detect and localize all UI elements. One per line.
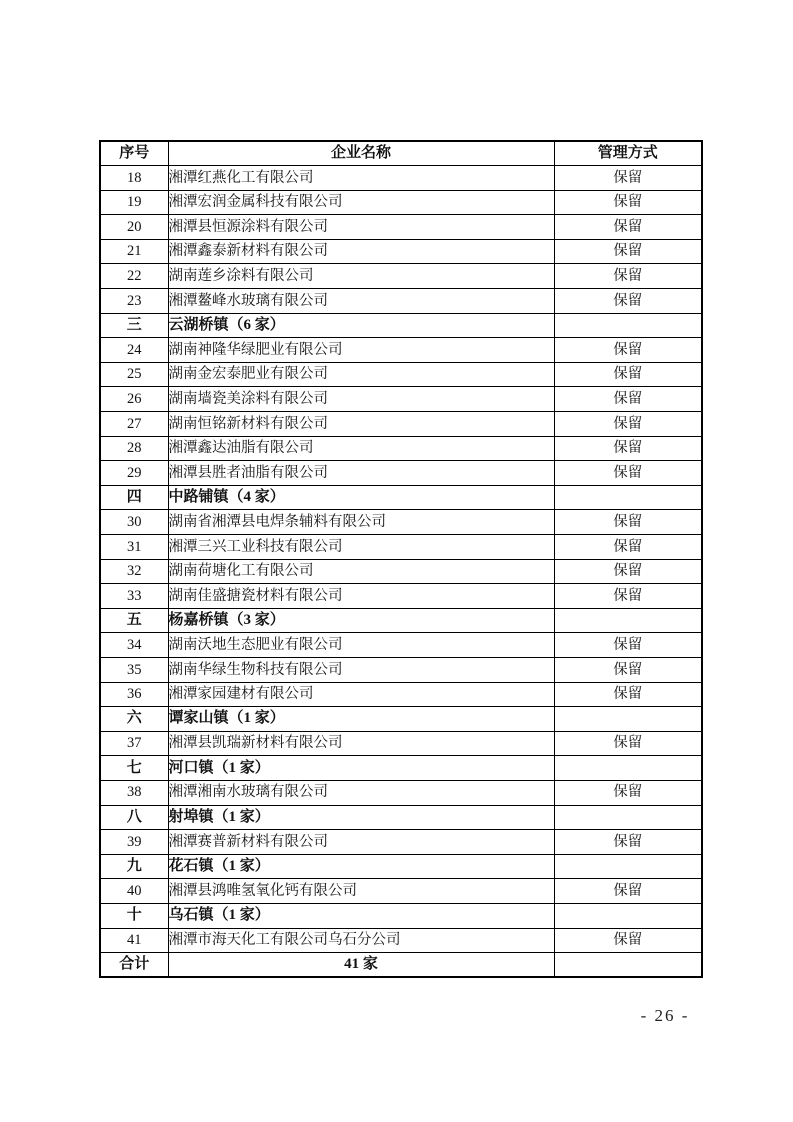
table-row [100,657,702,682]
table-row [100,510,702,535]
company-name-cell: 湘潭鑫达油脂有限公司 [168,436,554,461]
serial-number-cell: 41 [100,928,168,953]
company-name-cell: 谭家山镇（1 家） [168,707,554,732]
serial-number-cell: 37 [100,731,168,756]
section-row [100,854,702,879]
table-row [100,461,702,486]
serial-number-cell: 31 [100,535,168,560]
management-method-cell [554,485,702,510]
management-method-cell: 保留 [554,879,702,904]
table-row [100,239,702,264]
header-serial-number: 序号 [100,141,168,166]
serial-number-cell: 四 [100,485,168,510]
management-method-cell: 保留 [554,731,702,756]
management-method-cell [554,805,702,830]
management-method-cell: 保留 [554,215,702,240]
management-method-cell: 保留 [554,559,702,584]
table-row [100,830,702,855]
serial-number-cell: 22 [100,264,168,289]
management-method-cell [554,707,702,732]
table-row [100,780,702,805]
management-method-cell: 保留 [554,657,702,682]
serial-number-cell: 21 [100,239,168,264]
serial-number-cell: 八 [100,805,168,830]
company-name-cell: 湘潭县恒源涂料有限公司 [168,215,554,240]
company-name-cell: 湖南墙瓷美涂料有限公司 [168,387,554,412]
management-method-cell: 保留 [554,461,702,486]
company-name-cell: 41 家 [168,953,554,978]
management-method-cell: 保留 [554,264,702,289]
serial-number-cell: 三 [100,313,168,338]
management-method-cell [554,756,702,781]
company-name-cell: 云湖桥镇（6 家） [168,313,554,338]
management-method-cell: 保留 [554,584,702,609]
section-row [100,903,702,928]
section-row [100,313,702,338]
table-row [100,682,702,707]
company-name-cell: 花石镇（1 家） [168,854,554,879]
serial-number-cell: 七 [100,756,168,781]
company-name-cell: 湘潭鑫泰新材料有限公司 [168,239,554,264]
header-company-name: 企业名称 [168,141,554,166]
table-row [100,412,702,437]
serial-number-cell: 33 [100,584,168,609]
section-row [100,608,702,633]
company-name-cell: 湘潭县凯瑞新材料有限公司 [168,731,554,756]
management-method-cell [554,854,702,879]
company-name-cell: 湘潭县鸿唯氢氧化钙有限公司 [168,879,554,904]
serial-number-cell: 20 [100,215,168,240]
company-name-cell: 乌石镇（1 家） [168,903,554,928]
management-method-cell: 保留 [554,780,702,805]
table-row [100,436,702,461]
serial-number-cell: 19 [100,190,168,215]
management-method-cell: 保留 [554,190,702,215]
management-method-cell: 保留 [554,830,702,855]
company-name-cell: 湖南佳盛搪瓷材料有限公司 [168,584,554,609]
page-number: - 26 - [640,1006,690,1025]
management-method-cell: 保留 [554,289,702,314]
management-method-cell: 保留 [554,166,702,191]
serial-number-cell: 40 [100,879,168,904]
company-name-cell: 湖南恒铭新材料有限公司 [168,412,554,437]
company-name-cell: 中路铺镇（4 家） [168,485,554,510]
table-header-row [100,141,702,166]
serial-number-cell: 27 [100,412,168,437]
section-row [100,707,702,732]
table-row [100,928,702,953]
serial-number-cell: 23 [100,289,168,314]
company-name-cell: 杨嘉桥镇（3 家） [168,608,554,633]
company-name-cell: 河口镇（1 家） [168,756,554,781]
table-row [100,535,702,560]
serial-number-cell: 39 [100,830,168,855]
serial-number-cell: 35 [100,657,168,682]
management-method-cell: 保留 [554,682,702,707]
company-name-cell: 湖南金宏泰肥业有限公司 [168,362,554,387]
table-row [100,584,702,609]
header-management-method: 管理方式 [554,141,702,166]
serial-number-cell: 36 [100,682,168,707]
company-name-cell: 湘潭市海天化工有限公司乌石分公司 [168,928,554,953]
company-name-cell: 湖南沃地生态肥业有限公司 [168,633,554,658]
table-row [100,633,702,658]
company-name-cell: 湖南省湘潭县电焊条辅料有限公司 [168,510,554,535]
management-method-cell: 保留 [554,387,702,412]
company-table-body [100,166,702,978]
serial-number-cell: 38 [100,780,168,805]
company-name-cell: 射埠镇（1 家） [168,805,554,830]
company-name-cell: 湘潭赛普新材料有限公司 [168,830,554,855]
management-method-cell: 保留 [554,362,702,387]
company-name-cell: 湘潭宏润金属科技有限公司 [168,190,554,215]
serial-number-cell: 32 [100,559,168,584]
table-row [100,289,702,314]
company-name-cell: 湘潭鳌峰水玻璃有限公司 [168,289,554,314]
table-row [100,338,702,363]
table-row [100,731,702,756]
company-name-cell: 湘潭三兴工业科技有限公司 [168,535,554,560]
total-row [100,953,702,978]
table-row [100,264,702,289]
company-name-cell: 湖南莲乡涂料有限公司 [168,264,554,289]
management-method-cell: 保留 [554,928,702,953]
serial-number-cell: 34 [100,633,168,658]
table-row [100,387,702,412]
company-name-cell: 湖南荷塘化工有限公司 [168,559,554,584]
management-method-cell: 保留 [554,239,702,264]
table-row [100,190,702,215]
company-name-cell: 湘潭县胜者油脂有限公司 [168,461,554,486]
serial-number-cell: 26 [100,387,168,412]
serial-number-cell: 28 [100,436,168,461]
serial-number-cell: 合计 [100,953,168,978]
company-name-cell: 湖南华绿生物科技有限公司 [168,657,554,682]
company-name-cell: 湘潭家园建材有限公司 [168,682,554,707]
management-method-cell [554,313,702,338]
management-method-cell: 保留 [554,510,702,535]
management-method-cell: 保留 [554,633,702,658]
management-method-cell [554,608,702,633]
management-method-cell: 保留 [554,412,702,437]
company-name-cell: 湘潭红燕化工有限公司 [168,166,554,191]
serial-number-cell: 十 [100,903,168,928]
serial-number-cell: 六 [100,707,168,732]
section-row [100,756,702,781]
management-method-cell: 保留 [554,338,702,363]
table-row [100,559,702,584]
table-row [100,215,702,240]
serial-number-cell: 29 [100,461,168,486]
company-table [99,140,703,978]
table-row [100,362,702,387]
serial-number-cell: 九 [100,854,168,879]
serial-number-cell: 18 [100,166,168,191]
serial-number-cell: 24 [100,338,168,363]
company-name-cell: 湖南神隆华绿肥业有限公司 [168,338,554,363]
management-method-cell [554,903,702,928]
management-method-cell: 保留 [554,436,702,461]
company-name-cell: 湘潭湘南水玻璃有限公司 [168,780,554,805]
management-method-cell: 保留 [554,535,702,560]
table-row [100,166,702,191]
section-row [100,805,702,830]
table-row [100,879,702,904]
section-row [100,485,702,510]
management-method-cell [554,953,702,978]
serial-number-cell: 五 [100,608,168,633]
serial-number-cell: 30 [100,510,168,535]
serial-number-cell: 25 [100,362,168,387]
